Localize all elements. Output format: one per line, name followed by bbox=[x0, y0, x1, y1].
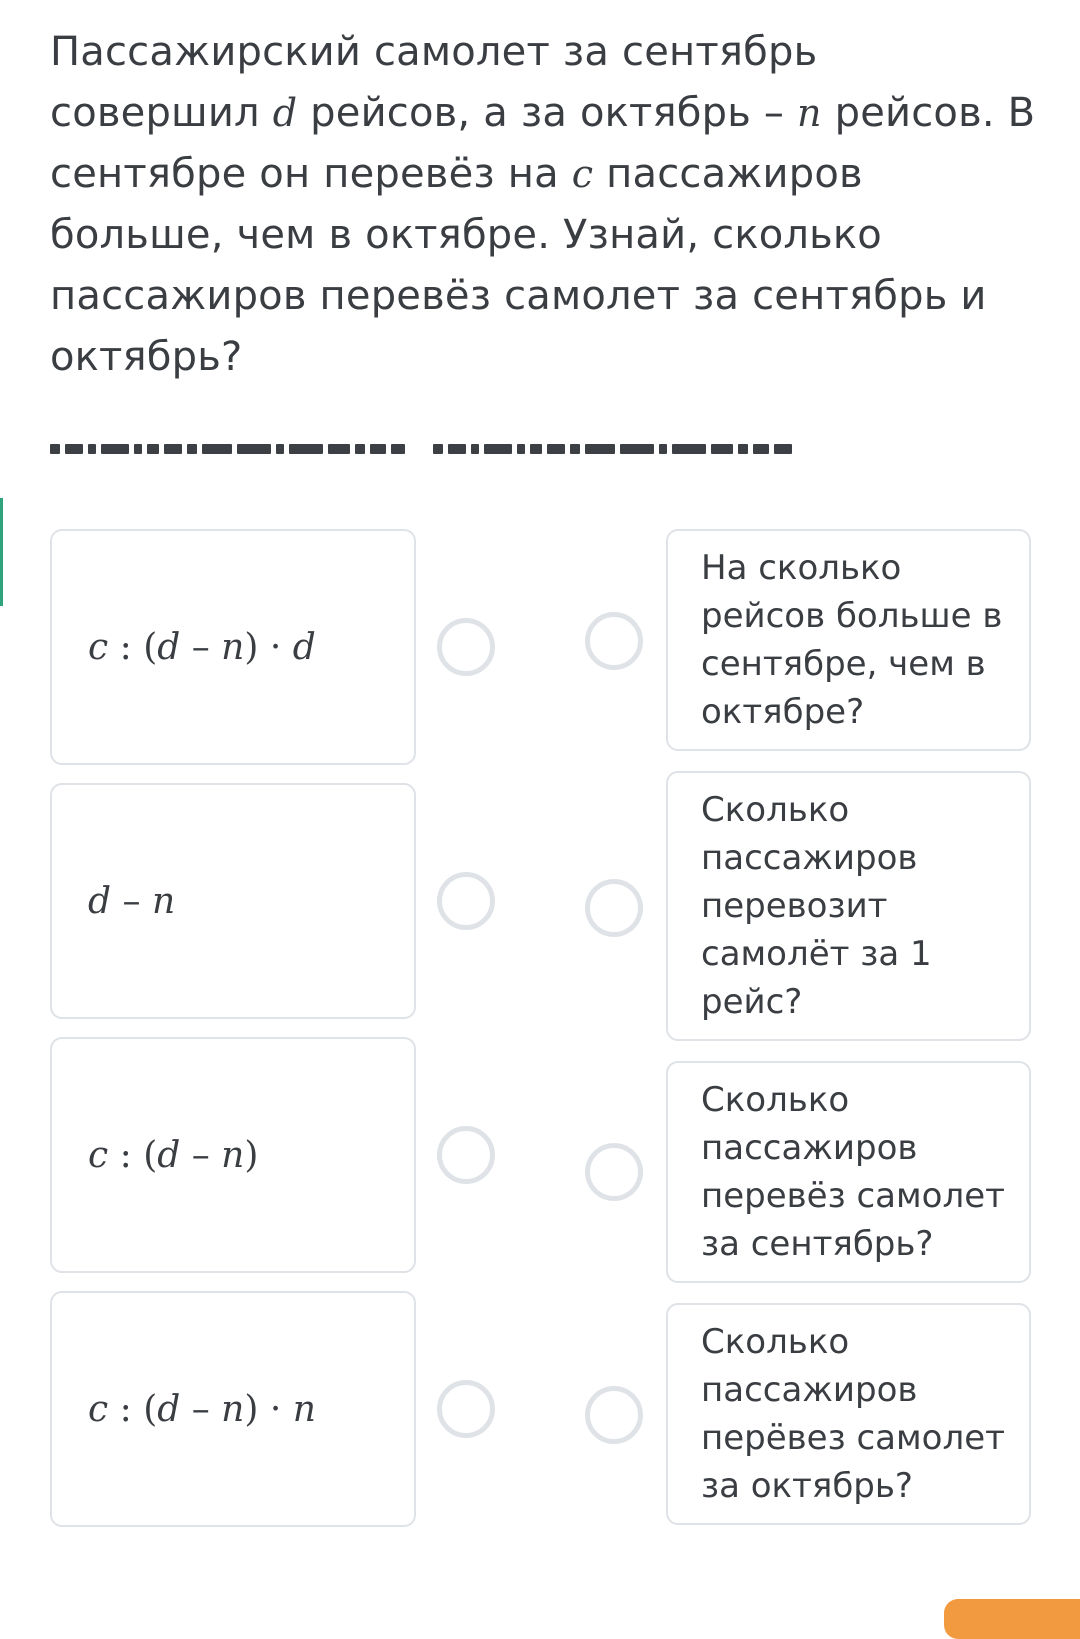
divider-dash bbox=[134, 444, 142, 454]
divider-dash bbox=[65, 444, 83, 454]
question-part-3: рейсов. В сентябре он перевёз на bbox=[50, 90, 1036, 197]
question-text bbox=[50, 22, 1040, 388]
connector-right-2[interactable] bbox=[585, 879, 643, 937]
divider-dash bbox=[774, 444, 792, 454]
question-card-2[interactable] bbox=[666, 771, 1031, 1041]
divider-dash bbox=[448, 444, 466, 454]
expression-card-1[interactable] bbox=[50, 529, 416, 765]
divider-dash bbox=[88, 444, 96, 454]
connector-left-3[interactable] bbox=[437, 1126, 495, 1184]
expression-card-4[interactable] bbox=[50, 1291, 416, 1527]
expression-card-2[interactable] bbox=[50, 783, 416, 1019]
divider-dash bbox=[101, 444, 129, 454]
divider-dash bbox=[620, 444, 654, 454]
question-part-1: Пассажирский самолет за сентябрь совершил bbox=[50, 29, 818, 136]
divider-dash bbox=[433, 444, 443, 454]
connector-left-2[interactable] bbox=[437, 872, 495, 930]
accent-edge-marker bbox=[0, 498, 3, 606]
divider-dash bbox=[517, 444, 525, 454]
divider-dash bbox=[672, 444, 706, 454]
question-part-2: рейсов, а за октябрь – bbox=[297, 90, 798, 136]
divider-dash bbox=[530, 444, 542, 454]
divider-dash bbox=[187, 444, 197, 454]
connector-right-1[interactable] bbox=[585, 612, 643, 670]
divider-dash bbox=[50, 444, 60, 454]
question-card-text: Сколько пассажиров перёвез самолет за октябрь? bbox=[701, 1322, 1005, 1506]
question-card-1[interactable] bbox=[666, 529, 1031, 751]
connector-left-1[interactable] bbox=[437, 618, 495, 676]
variable-c: c bbox=[571, 152, 594, 196]
connector-right-4[interactable] bbox=[585, 1386, 643, 1444]
divider-dash bbox=[202, 444, 232, 454]
question-card-3[interactable] bbox=[666, 1061, 1031, 1283]
divider-dash bbox=[147, 444, 159, 454]
variable-n: n bbox=[797, 91, 822, 135]
expression-formula: c : (d – n) bbox=[88, 1134, 259, 1176]
divider-dash bbox=[711, 444, 733, 454]
connector-right-3[interactable] bbox=[585, 1143, 643, 1201]
question-card-text: На сколько рейсов больше в сентябре, чем в октябре? bbox=[701, 548, 1003, 732]
divider-dash bbox=[547, 444, 565, 454]
divider-dash bbox=[370, 444, 386, 454]
section-divider bbox=[50, 443, 1030, 454]
divider-dash bbox=[328, 444, 350, 454]
expression-formula: d – n bbox=[88, 880, 176, 922]
divider-dash bbox=[276, 444, 284, 454]
next-button[interactable] bbox=[944, 1599, 1080, 1639]
question-card-4[interactable] bbox=[666, 1303, 1031, 1525]
divider-dash bbox=[391, 444, 405, 454]
divider-dash bbox=[585, 444, 615, 454]
expression-formula: c : (d – n) · n bbox=[88, 1388, 316, 1430]
divider-dash bbox=[164, 444, 182, 454]
divider-dash bbox=[289, 444, 323, 454]
expression-card-3[interactable] bbox=[50, 1037, 416, 1273]
divider-dash bbox=[659, 444, 667, 454]
question-part-4: пассажиров больше, чем в октябре. Узнай, сколько пассажиров перевёз самолет за сентябрь и октябрь? bbox=[50, 151, 987, 380]
divider-dash bbox=[570, 444, 580, 454]
divider-dash bbox=[355, 444, 365, 454]
divider-dash bbox=[471, 444, 479, 454]
connector-left-4[interactable] bbox=[437, 1380, 495, 1438]
divider-dash bbox=[484, 444, 512, 454]
question-card-text: Сколько пассажиров перевозит самолёт за 1 рейс? bbox=[701, 790, 932, 1022]
question-card-text: Сколько пассажиров перевёз самолет за сентябрь? bbox=[701, 1080, 1005, 1264]
divider-dash bbox=[237, 444, 271, 454]
expression-formula: c : (d – n) · d bbox=[88, 626, 316, 668]
divider-dash bbox=[738, 444, 748, 454]
divider-dash bbox=[753, 444, 769, 454]
variable-d: d bbox=[272, 91, 298, 135]
